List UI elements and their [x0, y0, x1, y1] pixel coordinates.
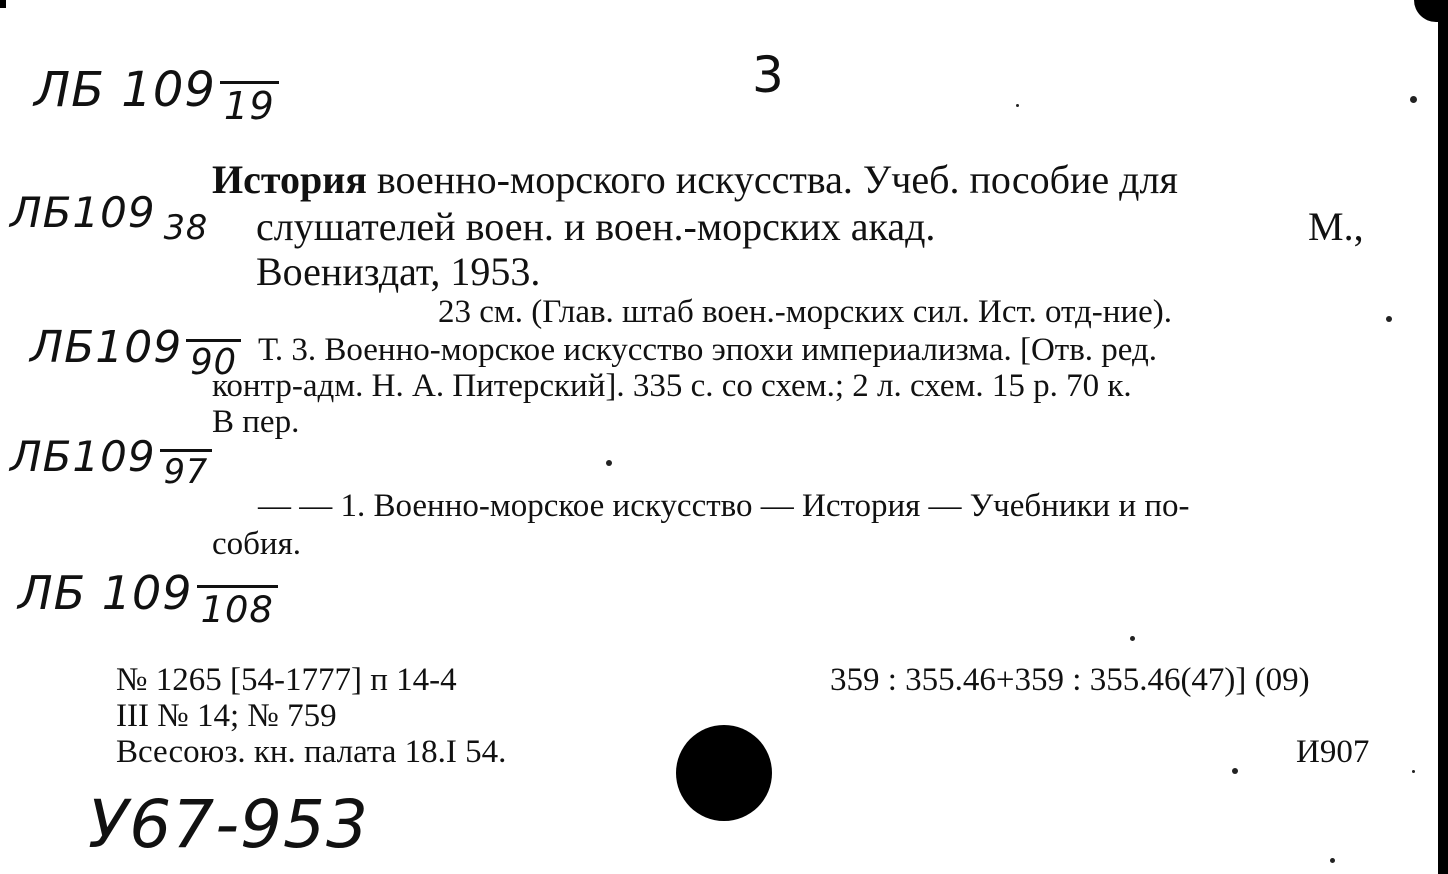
scan-speck — [1232, 768, 1238, 774]
card-corner-mark — [0, 0, 6, 8]
card-punch-hole — [676, 725, 772, 821]
scan-speck — [1130, 636, 1135, 641]
footer-chamber-date: Всесоюз. кн. палата 18.I 54. — [116, 734, 507, 770]
shelfmark-main: ЛБ109 — [10, 432, 156, 481]
entry-volume-line-3: В пер. — [212, 404, 300, 440]
card-corner-shadow — [1414, 0, 1448, 22]
shelfmark-sub: 90 — [186, 339, 241, 383]
shelfmark-sub: 108 — [197, 585, 278, 631]
entry-title-text: военно-морского искусства. Учеб. пособие для — [376, 157, 1178, 202]
scan-speck — [1330, 858, 1335, 863]
entry-place: М., — [1308, 204, 1364, 249]
handwritten-shelfmark-4 — [10, 432, 212, 491]
scan-speck — [1386, 316, 1392, 322]
entry-heading-word: История — [212, 157, 367, 202]
shelfmark-main: ЛБ 109 — [34, 62, 216, 118]
footer-record-number: № 1265 [54-1777] п 14-4 — [116, 662, 457, 698]
entry-title-line-2: слушателей воен. и воен.-морских акад. — [256, 204, 936, 249]
shelfmark-sub: 19 — [220, 81, 279, 129]
handwritten-bottom-number: У67-953 — [88, 786, 369, 863]
shelfmark-main: ЛБ109 — [10, 188, 156, 237]
footer-classification: 359 : 355.46+359 : 355.46(47)] (09) — [830, 662, 1310, 698]
subject-heading-line-1: — — 1. Военно-морское искусство — История — Учебники и по- — [258, 488, 1190, 524]
scan-speck — [606, 460, 612, 466]
shelfmark-sub: 97 — [160, 449, 213, 491]
card-edge-shadow — [1438, 0, 1448, 874]
entry-title-line-1 — [212, 156, 1178, 203]
shelfmark-sub: 38 — [163, 207, 209, 247]
entry-publisher: Воениздат, 1953. — [256, 249, 541, 294]
footer-series-number: III № 14; № 759 — [116, 698, 337, 734]
entry-volume-line-2: контр-адм. Н. А. Питерский]. 335 с. со схем.; 2 л. схем. 15 р. 70 к. — [212, 368, 1132, 404]
handwritten-shelfmark-1 — [34, 62, 279, 129]
entry-volume-line-1: Т. 3. Военно-морское искусство эпохи империализма. [Отв. ред. — [258, 332, 1158, 368]
handwritten-volume-mark: 3 — [752, 46, 785, 104]
scan-speck — [1016, 104, 1019, 107]
scan-speck — [1410, 96, 1417, 103]
shelfmark-main: ЛБ 109 — [18, 566, 193, 620]
scan-speck — [1412, 770, 1415, 773]
entry-series: 23 см. (Глав. штаб воен.-морских сил. Ист. отд-ние). — [438, 294, 1172, 330]
subject-heading-line-2: собия. — [212, 526, 302, 562]
footer-code: И907 — [1296, 734, 1370, 770]
shelfmark-main: ЛБ109 — [30, 322, 183, 373]
handwritten-shelfmark-5 — [18, 566, 278, 631]
handwritten-shelfmark-3 — [30, 322, 241, 383]
handwritten-shelfmark-2 — [10, 188, 212, 247]
